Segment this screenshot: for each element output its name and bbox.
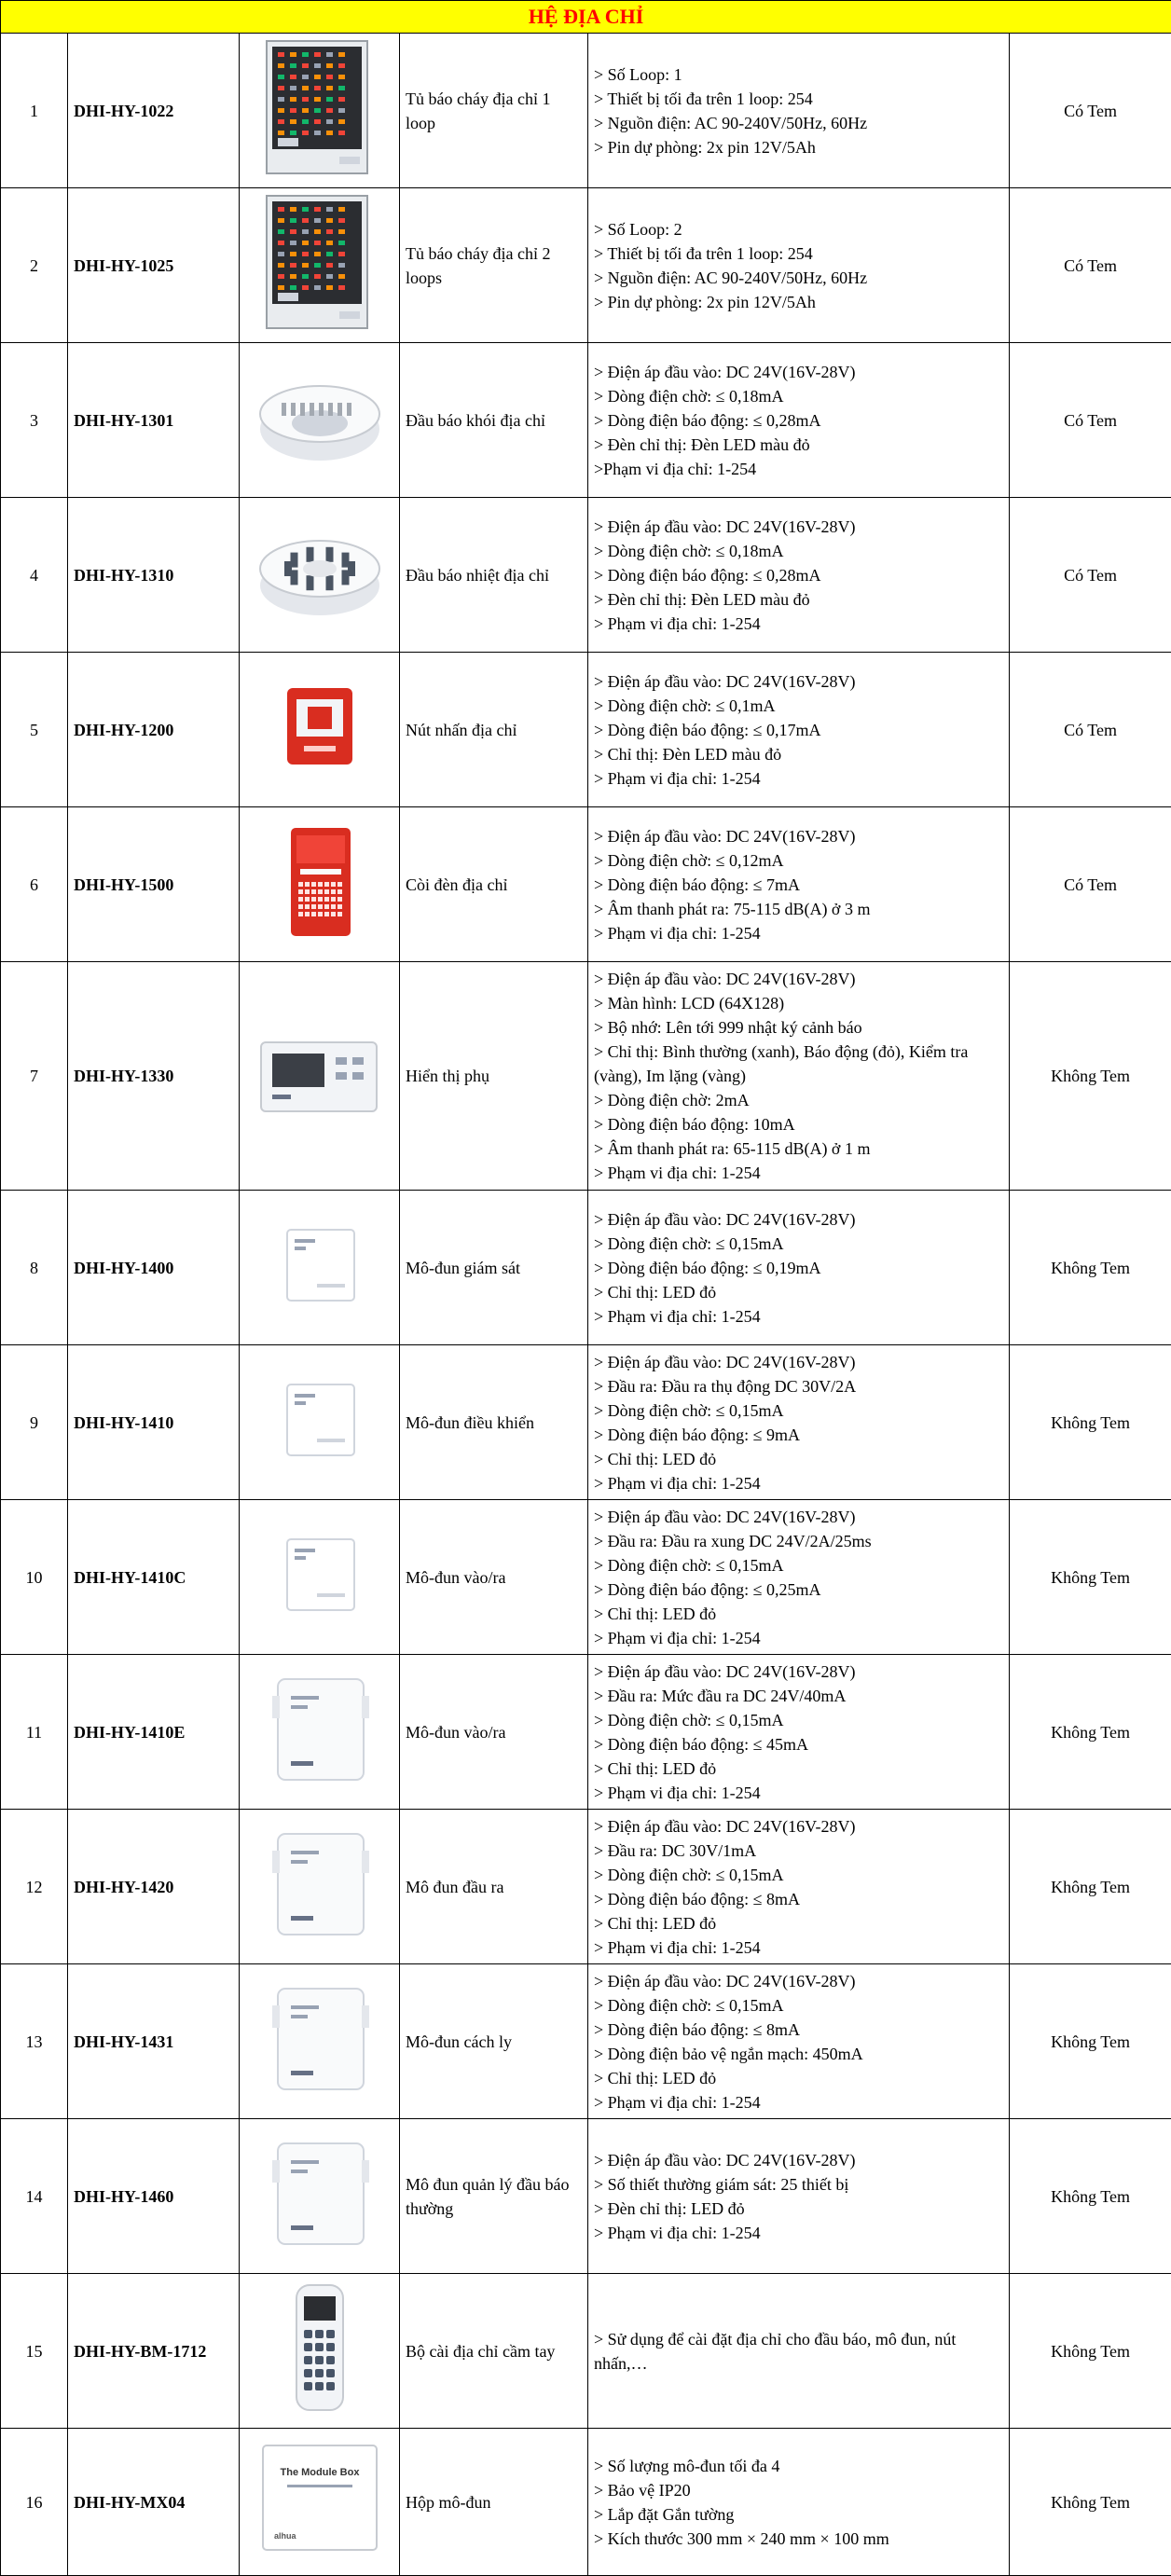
- spec-line: > Điện áp đầu vào: DC 24V(16V-28V): [594, 1660, 1003, 1684]
- product-name-cell: Hiển thị phụ: [400, 962, 588, 1191]
- product-image-cell: [240, 498, 400, 653]
- spec-line: > Chỉ thị: LED đỏ: [594, 1602, 1003, 1626]
- spec-line: > Dòng điện báo động: 10mA: [594, 1112, 1003, 1136]
- product-name-cell: Nút nhấn địa chỉ: [400, 653, 588, 807]
- spec-line: > Đèn chỉ thị: LED đỏ: [594, 2197, 1003, 2221]
- model-cell: DHI-HY-1431: [68, 1964, 240, 2119]
- product-name-cell: Đầu báo nhiệt địa chỉ: [400, 498, 588, 653]
- tag-status-cell: Không Tem: [1010, 2429, 1171, 2576]
- table-row: [1, 1655, 1171, 1810]
- specs-cell: [588, 1964, 1010, 2119]
- specs-cell: [588, 1655, 1010, 1810]
- product-image-cell: [240, 2119, 400, 2274]
- large-module-icon: [250, 1813, 390, 1953]
- spec-line: > Số thiết thường giám sát: 25 thiết bị: [594, 2172, 1003, 2197]
- spec-line: > Dòng điện chờ: ≤ 0,18mA: [594, 539, 1003, 563]
- product-image-cell: [240, 1500, 400, 1655]
- product-name-cell: Tủ báo cháy địa chỉ 2 loops: [400, 188, 588, 343]
- model-cell: DHI-HY-BM-1712: [68, 2274, 240, 2429]
- spec-line: > Đầu ra: Đầu ra xung DC 24V/2A/25ms: [594, 1529, 1003, 1553]
- product-image-cell: [240, 1810, 400, 1964]
- specs-cell: [588, 653, 1010, 807]
- spec-line: > Chỉ thị: LED đỏ: [594, 2066, 1003, 2090]
- table-row: [1, 343, 1171, 498]
- spec-line: > Màn hình: LCD (64X128): [594, 991, 1003, 1015]
- model-cell: DHI-HY-1025: [68, 188, 240, 343]
- specs-cell: [588, 962, 1010, 1191]
- module-icon: [250, 1349, 390, 1489]
- product-name-cell: Mô đun đầu ra: [400, 1810, 588, 1964]
- spec-line: > Dòng điện chờ: ≤ 0,15mA: [594, 1863, 1003, 1887]
- table-row: [1, 498, 1171, 653]
- large-module-icon: [250, 2123, 390, 2263]
- specs-cell: [588, 807, 1010, 962]
- product-name-cell: Bộ cài địa chỉ cầm tay: [400, 2274, 588, 2429]
- spec-line: > Dòng điện chờ: ≤ 0,12mA: [594, 848, 1003, 873]
- table-row: [1, 2274, 1171, 2429]
- table-row: [1, 1964, 1171, 2119]
- spec-line: >Phạm vi địa chỉ: 1-254: [594, 457, 1003, 481]
- model-cell: DHI-HY-1410C: [68, 1500, 240, 1655]
- model-cell: DHI-HY-1410: [68, 1345, 240, 1500]
- spec-line: > Điện áp đầu vào: DC 24V(16V-28V): [594, 1350, 1003, 1374]
- tag-status-cell: Có Tem: [1010, 498, 1171, 653]
- table-row: [1, 2429, 1171, 2576]
- spec-line: > Dòng điện báo động: ≤ 0,19mA: [594, 1256, 1003, 1280]
- product-image-cell: [240, 653, 400, 807]
- product-image-cell: [240, 343, 400, 498]
- spec-line: nhấn,…: [594, 2351, 1003, 2376]
- spec-line: > Số Loop: 2: [594, 217, 1003, 241]
- spec-line: > Dòng điện chờ: ≤ 0,15mA: [594, 1553, 1003, 1577]
- row-number-cell: 13: [1, 1964, 68, 2119]
- product-name-cell: Mô-đun cách ly: [400, 1964, 588, 2119]
- spec-line: > Điện áp đầu vào: DC 24V(16V-28V): [594, 1207, 1003, 1232]
- module-box-label: The Module Box: [280, 2467, 360, 2478]
- model-cell: DHI-HY-1022: [68, 34, 240, 188]
- spec-line: > Dòng điện chờ: 2mA: [594, 1088, 1003, 1112]
- specs-cell: [588, 188, 1010, 343]
- module-box-icon: [250, 2429, 390, 2569]
- product-image-cell: [240, 1191, 400, 1345]
- product-image-cell: [240, 34, 400, 188]
- model-cell: DHI-HY-1410E: [68, 1655, 240, 1810]
- spec-line: > Chỉ thị: LED đỏ: [594, 1756, 1003, 1781]
- product-name-cell: Còi đèn địa chỉ: [400, 807, 588, 962]
- row-number-cell: 6: [1, 807, 68, 962]
- model-cell: DHI-HY-1400: [68, 1191, 240, 1345]
- specs-cell: [588, 2429, 1010, 2576]
- spec-line: > Bảo vệ IP20: [594, 2478, 1003, 2502]
- table-title: HỆ ĐỊA CHỈ: [1, 1, 1171, 34]
- spec-line: > Số Loop: 1: [594, 62, 1003, 87]
- smoke-detector-icon: [250, 347, 390, 487]
- spec-line: > Chỉ thị: Bình thường (xanh), Báo động (đỏ), Kiểm tra: [594, 1040, 1003, 1064]
- model-cell: DHI-HY-1460: [68, 2119, 240, 2274]
- row-number-cell: 16: [1, 2429, 68, 2576]
- module-icon: [250, 1194, 390, 1334]
- spec-line: > Dòng điện báo động: ≤ 45mA: [594, 1732, 1003, 1756]
- product-name-cell: Mô đun quản lý đầu báo thường: [400, 2119, 588, 2274]
- spec-line: > Lắp đặt Gắn tường: [594, 2502, 1003, 2527]
- spec-line: > Sử dụng để cài đặt địa chỉ cho đầu báo, mô đun, nút: [594, 2327, 1003, 2351]
- spec-line: > Phạm vi địa chỉ: 1-254: [594, 766, 1003, 791]
- product-name-cell: Hộp mô-đun: [400, 2429, 588, 2576]
- product-name-cell: Mô-đun vào/ra: [400, 1500, 588, 1655]
- row-number-cell: 10: [1, 1500, 68, 1655]
- row-number-cell: 7: [1, 962, 68, 1191]
- tag-status-cell: Có Tem: [1010, 188, 1171, 343]
- model-cell: DHI-HY-1330: [68, 962, 240, 1191]
- spec-line: > Bộ nhớ: Lên tới 999 nhật ký cảnh báo: [594, 1015, 1003, 1040]
- spec-line: > Phạm vi địa chỉ: 1-254: [594, 1626, 1003, 1650]
- tag-status-cell: Không Tem: [1010, 1500, 1171, 1655]
- spec-line: > Âm thanh phát ra: 75-115 dB(A) ở 3 m: [594, 897, 1003, 921]
- product-image-cell: [240, 1964, 400, 2119]
- tag-status-cell: Có Tem: [1010, 343, 1171, 498]
- spec-line: > Pin dự phòng: 2x pin 12V/5Ah: [594, 290, 1003, 314]
- spec-line: > Dòng điện báo động: ≤ 8mA: [594, 1887, 1003, 1911]
- spec-line: > Chỉ thị: LED đỏ: [594, 1447, 1003, 1471]
- fire-alarm-panel-icon: [250, 37, 390, 177]
- spec-line: > Dòng điện báo động: ≤ 9mA: [594, 1423, 1003, 1447]
- spec-line: > Đầu ra: Đầu ra thụ động DC 30V/2A: [594, 1374, 1003, 1398]
- spec-line: > Dòng điện chờ: ≤ 0,15mA: [594, 1708, 1003, 1732]
- table-row: [1, 962, 1171, 1191]
- large-module-icon: [250, 1968, 390, 2108]
- tag-status-cell: Không Tem: [1010, 2274, 1171, 2429]
- tag-status-cell: Có Tem: [1010, 807, 1171, 962]
- module-box-logo: alhua: [274, 2531, 297, 2541]
- product-image-cell: [240, 2429, 400, 2576]
- spec-line: > Dòng điện báo động: ≤ 7mA: [594, 873, 1003, 897]
- spec-line: > Nguồn điện: AC 90-240V/50Hz, 60Hz: [594, 266, 1003, 290]
- specs-cell: [588, 1500, 1010, 1655]
- specs-cell: [588, 1345, 1010, 1500]
- tag-status-cell: Không Tem: [1010, 1810, 1171, 1964]
- spec-line: > Phạm vi địa chỉ: 1-254: [594, 2221, 1003, 2245]
- specs-cell: [588, 34, 1010, 188]
- spec-line: > Thiết bị tối đa trên 1 loop: 254: [594, 241, 1003, 266]
- spec-line: > Phạm vi địa chỉ: 1-254: [594, 2090, 1003, 2115]
- row-number-cell: 3: [1, 343, 68, 498]
- table-row: [1, 653, 1171, 807]
- specs-cell: [588, 2274, 1010, 2429]
- spec-line: > Pin dự phòng: 2x pin 12V/5Ah: [594, 135, 1003, 159]
- row-number-cell: 12: [1, 1810, 68, 1964]
- spec-line: > Điện áp đầu vào: DC 24V(16V-28V): [594, 515, 1003, 539]
- product-image-cell: [240, 2274, 400, 2429]
- spec-line: > Dòng điện chờ: ≤ 0,15mA: [594, 1232, 1003, 1256]
- spec-line: > Dòng điện chờ: ≤ 0,1mA: [594, 694, 1003, 718]
- specs-cell: [588, 1191, 1010, 1345]
- tag-status-cell: Có Tem: [1010, 34, 1171, 188]
- tag-status-cell: Không Tem: [1010, 1345, 1171, 1500]
- spec-line: > Thiết bị tối đa trên 1 loop: 254: [594, 87, 1003, 111]
- model-cell: DHI-HY-1200: [68, 653, 240, 807]
- spec-line: > Điện áp đầu vào: DC 24V(16V-28V): [594, 1505, 1003, 1529]
- model-cell: DHI-HY-1500: [68, 807, 240, 962]
- table-row: [1, 1345, 1171, 1500]
- spec-line: > Điện áp đầu vào: DC 24V(16V-28V): [594, 2148, 1003, 2172]
- spec-line: > Dòng điện chờ: ≤ 0,15mA: [594, 1398, 1003, 1423]
- spec-line: > Điện áp đầu vào: DC 24V(16V-28V): [594, 967, 1003, 991]
- spec-line: > Đèn chỉ thị: Đèn LED màu đỏ: [594, 587, 1003, 612]
- module-icon: [250, 1504, 390, 1644]
- sounder-strobe-icon: [250, 811, 390, 951]
- spec-line: > Phạm vi địa chỉ: 1-254: [594, 1935, 1003, 1960]
- product-name-cell: Tủ báo cháy địa chỉ 1 loop: [400, 34, 588, 188]
- spec-line: > Dòng điện báo động: ≤ 0,17mA: [594, 718, 1003, 742]
- spec-line: > Phạm vi địa chỉ: 1-254: [594, 1781, 1003, 1805]
- model-cell: DHI-HY-1301: [68, 343, 240, 498]
- spec-line: > Phạm vi địa chỉ: 1-254: [594, 1471, 1003, 1495]
- row-number-cell: 5: [1, 653, 68, 807]
- fire-alarm-panel-icon: [250, 192, 390, 332]
- table-row: [1, 1810, 1171, 1964]
- heat-detector-icon: [250, 502, 390, 641]
- specs-cell: [588, 2119, 1010, 2274]
- spec-line: > Điện áp đầu vào: DC 24V(16V-28V): [594, 1814, 1003, 1839]
- spec-line: > Đầu ra: Mức đầu ra DC 24V/40mA: [594, 1684, 1003, 1708]
- spec-line: > Chỉ thị: LED đỏ: [594, 1911, 1003, 1935]
- spec-line: > Kích thước 300 mm × 240 mm × 100 mm: [594, 2527, 1003, 2551]
- tag-status-cell: Không Tem: [1010, 2119, 1171, 2274]
- spec-line: > Đèn chỉ thị: Đèn LED màu đỏ: [594, 433, 1003, 457]
- model-cell: DHI-HY-MX04: [68, 2429, 240, 2576]
- row-number-cell: 9: [1, 1345, 68, 1500]
- product-name-cell: Đầu báo khói địa chỉ: [400, 343, 588, 498]
- row-number-cell: 4: [1, 498, 68, 653]
- title-row: [1, 1, 1171, 34]
- spec-line: > Điện áp đầu vào: DC 24V(16V-28V): [594, 1969, 1003, 1993]
- product-name-cell: Mô-đun điều khiển: [400, 1345, 588, 1500]
- row-number-cell: 15: [1, 2274, 68, 2429]
- tag-status-cell: Không Tem: [1010, 1655, 1171, 1810]
- spec-line: > Điện áp đầu vào: DC 24V(16V-28V): [594, 824, 1003, 848]
- spec-line: > Chỉ thị: LED đỏ: [594, 1280, 1003, 1304]
- specs-cell: [588, 343, 1010, 498]
- specs-cell: [588, 498, 1010, 653]
- spec-line: > Phạm vi địa chỉ: 1-254: [594, 612, 1003, 636]
- spec-line: > Điện áp đầu vào: DC 24V(16V-28V): [594, 360, 1003, 384]
- table-row: [1, 34, 1171, 188]
- product-image-cell: [240, 1655, 400, 1810]
- spec-line: > Dòng điện chờ: ≤ 0,18mA: [594, 384, 1003, 408]
- repeater-display-icon: [250, 1003, 390, 1143]
- spec-line: > Phạm vi địa chỉ: 1-254: [594, 1304, 1003, 1329]
- spec-line: > Âm thanh phát ra: 65-115 dB(A) ở 1 m: [594, 1136, 1003, 1161]
- spec-line: > Điện áp đầu vào: DC 24V(16V-28V): [594, 669, 1003, 694]
- model-cell: DHI-HY-1310: [68, 498, 240, 653]
- spec-line: > Đầu ra: DC 30V/1mA: [594, 1839, 1003, 1863]
- spec-line: > Nguồn điện: AC 90-240V/50Hz, 60Hz: [594, 111, 1003, 135]
- table-row: [1, 807, 1171, 962]
- handheld-programmer-icon: [250, 2278, 390, 2418]
- large-module-icon: [250, 1659, 390, 1798]
- table-row: [1, 1191, 1171, 1345]
- product-name-cell: Mô-đun vào/ra: [400, 1655, 588, 1810]
- row-number-cell: 14: [1, 2119, 68, 2274]
- spec-line: > Phạm vi địa chỉ: 1-254: [594, 921, 1003, 945]
- product-image-cell: [240, 1345, 400, 1500]
- row-number-cell: 8: [1, 1191, 68, 1345]
- tag-status-cell: Không Tem: [1010, 1964, 1171, 2119]
- product-name-cell: Mô-đun giám sát: [400, 1191, 588, 1345]
- tag-status-cell: Có Tem: [1010, 653, 1171, 807]
- spec-line: > Phạm vi địa chỉ: 1-254: [594, 1161, 1003, 1185]
- spec-line: > Dòng điện chờ: ≤ 0,15mA: [594, 1993, 1003, 2018]
- product-image-cell: [240, 962, 400, 1191]
- product-table-body: [1, 1, 1171, 2576]
- product-image-cell: [240, 807, 400, 962]
- row-number-cell: 11: [1, 1655, 68, 1810]
- spec-line: > Số lượng mô-đun tối đa 4: [594, 2454, 1003, 2478]
- table-row: [1, 188, 1171, 343]
- row-number-cell: 2: [1, 188, 68, 343]
- spec-line: > Dòng điện báo động: ≤ 0,25mA: [594, 1577, 1003, 1602]
- spec-line: > Dòng điện báo động: ≤ 0,28mA: [594, 408, 1003, 433]
- table-row: [1, 1500, 1171, 1655]
- specs-cell: [588, 1810, 1010, 1964]
- manual-call-point-icon: [250, 656, 390, 796]
- spec-line: (vàng), Im lặng (vàng): [594, 1064, 1003, 1088]
- row-number-cell: 1: [1, 34, 68, 188]
- spec-line: > Dòng điện bảo vệ ngắn mạch: 450mA: [594, 2042, 1003, 2066]
- spec-line: > Dòng điện báo động: ≤ 8mA: [594, 2018, 1003, 2042]
- spec-line: > Dòng điện báo động: ≤ 0,28mA: [594, 563, 1003, 587]
- model-cell: DHI-HY-1420: [68, 1810, 240, 1964]
- tag-status-cell: Không Tem: [1010, 1191, 1171, 1345]
- product-image-cell: [240, 188, 400, 343]
- spec-line: > Chỉ thị: Đèn LED màu đỏ: [594, 742, 1003, 766]
- table-row: [1, 2119, 1171, 2274]
- tag-status-cell: Không Tem: [1010, 962, 1171, 1191]
